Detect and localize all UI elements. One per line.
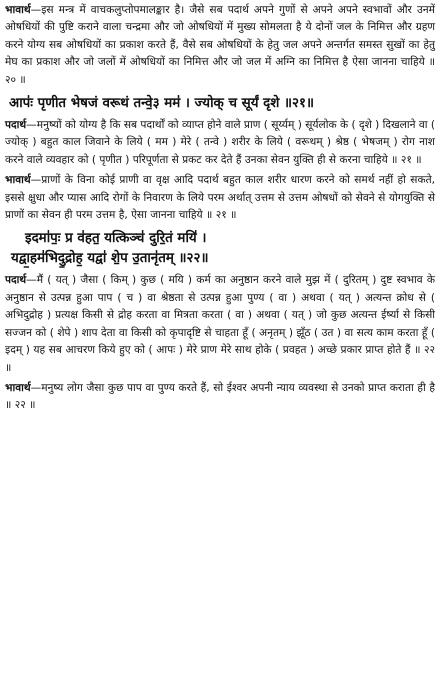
bhavarth-20-label: भावार्थ	[5, 4, 31, 16]
bhavarth-20	[5, 2, 435, 89]
bhavarth-22	[5, 380, 435, 415]
padarth-21-text: —मनुष्यों को योग्य है कि सब पदार्थों को व्याप्त होने वाले प्राण ( सूर्य्यम् ) सूर्यलोक के ( दृशे ) दिखलाने वा ( ज्योक् ) बहुत काल जिवाने के लिये ( मम ) मेरे ( तन्वे ) शरीर के लिये ( वरूथम् ) श्रेष्ठ ( भेषजम् ) रोग नाश करने वाले व्यवहार को ( पृणीत ) परिपूर्णता से प्रकट कर देते हैं उनका सेवन युक्ति ही से करना चाहिये ॥ २१ ॥	[5, 119, 435, 166]
bhavarth-21-text: —प्राणों के विना कोई प्राणी वा वृक्ष आदि पदार्थ बहुत काल शरीर धारण करने को समर्थ नहीं हो सकते, इससे क्षुधा और प्यास आदि रोगों के निवारण के लिये परम अर्थात् उत्तम से उत्तम ओषधों को सेवने से योगयुक्ति से प्राणों का सेवन ही परम उत्तम है, ऐसा जानना चाहिये ॥ २१ ॥	[5, 174, 435, 222]
bhavarth-22-text: —मनुष्य लोग जैसा कुछ पाप वा पुण्य करते हैं, सो ईश्वर अपनी न्याय व्यवस्था से उनको प्राप्त कराता ही है ॥ २२ ॥	[5, 381, 435, 412]
padarth-21	[5, 117, 435, 169]
padarth-21-label: पदार्थ	[5, 119, 27, 132]
bhavarth-21	[5, 172, 435, 224]
bhavarth-22-label: भावार्थ	[5, 381, 31, 394]
mantra-21: आपः॑ पृणीत भेषजं वरूथं तन्वे॒३ मम॑ । ज्योक् च सूर्यं दृशे ॥२१॥	[9, 96, 314, 112]
bhavarth-21-label: भावार्थ	[5, 174, 31, 187]
padarth-22	[5, 272, 435, 376]
mantra-22-line-2: यद्वा॒हम॑भिदु॒द्रोह॒ यद्वा॑ शे॒प उ॒तानृ॑तम् ॥२२॥	[11, 251, 209, 267]
padarth-22-text: —मैं ( यत् ) जैसा ( किम् ) कुछ ( मयि ) कर्म का अनुष्ठान करने वाले मुझ में ( दुरितम् ) दुष्ट स्वभाव के अनुष्ठान से उत्पन्न हुआ पाप ( च ) वा श्रेष्ठता से उत्पन्न हुआ पुण्य ( वा ) अथवा ( यत् ) अत्यन्त क्रोध से ( अभिदुद्रोह ) प्रत्यक्ष किसी से द्रोह करता वा मित्रता करता ( वा ) अथवा ( यत् ) जो कुछ अत्यन्त ईर्ष्या से किसी सज्जन को ( शेपे ) शाप देता वा किसी को कृपादृष्टि से चाहता हूँ ( अनृतम् ) झूँठ ( उत ) वा सत्य काम करता हूँ ( इदम् ) यह सब आचरण किये हुए को ( आपः ) मेरे प्राण मेरे साथ होके ( प्रवहत ) अच्छे प्रकार प्राप्त होते हैं ॥ २२ ॥	[5, 274, 435, 374]
mantra-22-line-1: इदमा॑पः॒ प्र व॑हत॒ यत्किञ्च॑ दुरि॒तं मयि॑ ।	[25, 231, 207, 247]
bhavarth-20-text: —इस मन्त्र में वाचकलुप्तोपमालङ्कार है। जैसे सब पदार्थ अपने गुणों से अपने अपने स्वभावों और उनमें ओषधियों की पुष्टि कराने वाला चन्द्रमा और जो ओषधियों में मुख्य सोमलता है ये दोनों जल के निमित्त और ग्रहण करने योग्य सब ओषधियों का प्रकाश करते हैं, वैसे सब ओषधियों के हेतु जल अपने अन्तर्गत समस्त सुखों का हेतु मेघ का प्रकाश और जो जलों में ओषधियों का निमित्त और जो जल में अग्नि का निमित्त है ऐसा जानना चाहिये ॥ २० ॥	[5, 4, 435, 86]
padarth-22-label: पदार्थ	[5, 274, 27, 287]
